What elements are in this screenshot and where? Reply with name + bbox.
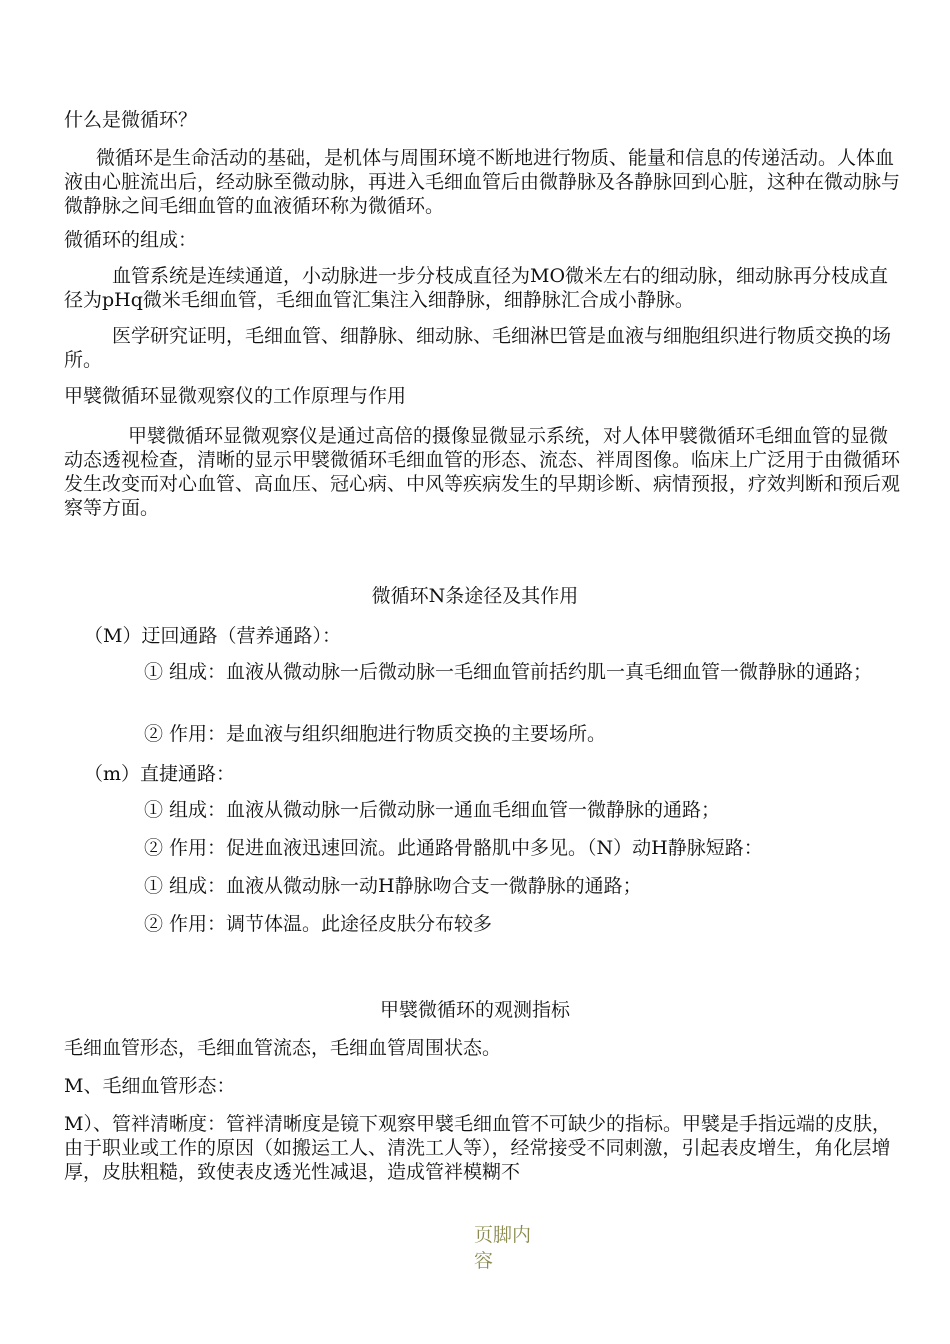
- heading-instrument: 甲襞微循环显微观察仪的工作原理与作用: [64, 385, 407, 407]
- paragraph-definition: 微循环是生命活动的基础，是机体与周围环境不断地进行物质、能量和信息的传递活动。人体血液由心脏流出后，经动脉至微动脉，再进入毛细血管后由微静脉及各静脉回到心脏，这种在微动脉与微静脉之间毛细血管的血液循环称为微循环。: [64, 147, 901, 217]
- footer-line-1: 页脚内: [474, 1224, 532, 1246]
- heading-composition: 微循环的组成：: [64, 229, 198, 251]
- pathway-2-composition: ① 组成：血液从微动脉一后微动脉一通血毛细血管一微静脉的通路；: [144, 799, 721, 821]
- paragraph-loop-clarity: M）、管袢清晰度：管袢清晰度是镜下观察甲襞毛细血管不可缺少的指标。甲襞是手指远端的皮肤，由于职业或工作的原因（如搬运工人、清洗工人等），经常接受不同刺激，引起表皮增生，角化层增厚，皮肤粗糙，致使表皮透光性减退，造成管袢模糊不: [64, 1113, 891, 1183]
- paragraph-vessel-system: 血管系统是连续通道，小动脉进一步分枝成直径为MO微米左右的细动脉，细动脉再分枝成直径为pHq微米毛细血管，毛细血管汇集注入细静脉，细静脉汇合成小静脉。: [64, 265, 889, 311]
- pathway-1-function: ② 作用：是血液与组织细胞进行物质交换的主要场所。: [144, 723, 607, 745]
- paragraph-indicators: 毛细血管形态，毛细血管流态，毛细血管周围状态。: [64, 1037, 502, 1059]
- section-title-pathways: 微循环N条途径及其作用: [371, 585, 579, 607]
- footer-line-2: 容: [474, 1250, 494, 1272]
- paragraph-research: 医学研究证明，毛细血管、细静脉、细动脉、毛细淋巴管是血液与细胞组织进行物质交换的场所。: [64, 325, 892, 371]
- pathway-1-title: （M）迂回通路（营养通路）：: [84, 625, 341, 647]
- pathway-2-title: （m）直捷通路：: [84, 763, 236, 785]
- pathway-2-function: ② 作用：促进血液迅速回流。此通路骨骼肌中多见。（N）动H静脉短路：: [144, 837, 763, 859]
- pathway-3-function: ② 作用：调节体温。此途径皮肤分布较多: [144, 913, 493, 935]
- heading-capillary-morphology: M、毛细血管形态：: [64, 1075, 236, 1097]
- section-title-indicators: 甲襞微循环的观测指标: [379, 999, 570, 1021]
- pathway-3-composition: ① 组成：血液从微动脉一动H静脉吻合支一微静脉的通路；: [144, 875, 642, 897]
- paragraph-instrument: 甲襞微循环显微观察仪是通过高倍的摄像显微显示系统，对人体甲襞微循环毛细血管的显微动态透视检查，清晰的显示甲襞微循环毛细血管的形态、流态、袢周图像。临床上广泛用于由微循环发生改变而对心血管、高血压、冠心病、中风等疾病发生的早期诊断、病情预报，疗效判断和预后观察等方面。: [64, 425, 901, 519]
- question-what-is-microcirculation: 什么是微循环？: [64, 109, 198, 131]
- pathway-1-composition: ① 组成：血液从微动脉一后微动脉一毛细血管前括约肌一真毛细血管一微静脉的通路；: [144, 661, 873, 683]
- footer: [474, 1222, 554, 1274]
